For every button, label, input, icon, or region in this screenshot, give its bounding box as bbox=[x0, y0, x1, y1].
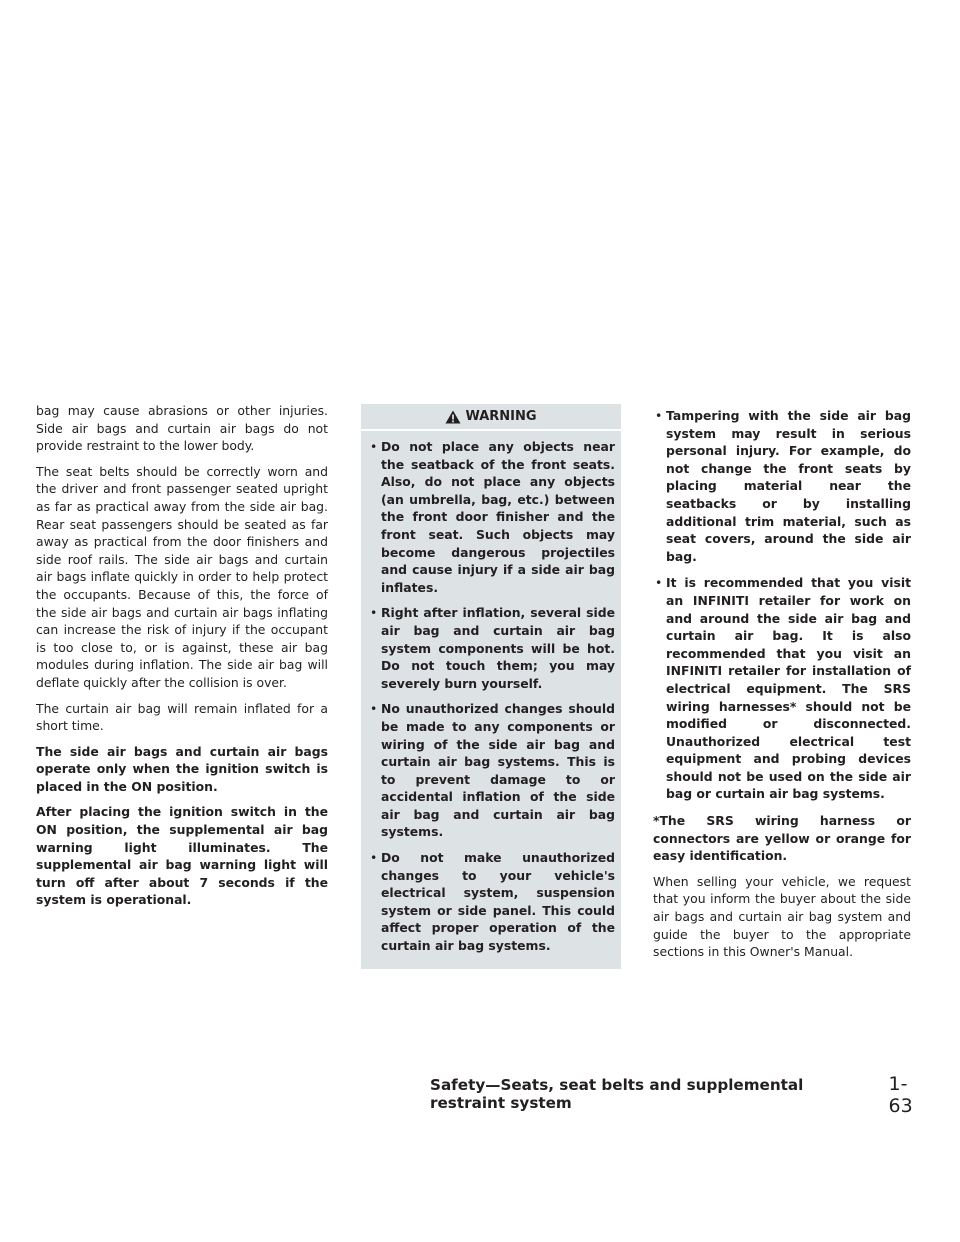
bold-paragraph: After placing the ignition switch in the ON position, the supplemental air bag warning light illuminates. The supplemental air bag warning light will turn off after about 7 seconds if the system is operational. bbox=[36, 804, 328, 908]
warning-triangle-icon bbox=[445, 410, 461, 424]
warning-header bbox=[361, 404, 621, 431]
warning-box bbox=[361, 404, 621, 969]
warning-list bbox=[361, 431, 621, 955]
warning-continued-list bbox=[653, 407, 911, 803]
middle-column bbox=[361, 404, 621, 969]
page-number: 1-63 bbox=[888, 1073, 913, 1117]
section-title: Safety—Seats, seat belts and supplemental restraint system bbox=[430, 1076, 804, 1112]
warning-item: • Tampering with the side air bag system may result in serious personal injury. For example, do not change the front seats by placing material near the seatbacks or by installing additional trim material, such as seat covers, around the side air bag. bbox=[653, 407, 911, 565]
right-column bbox=[653, 407, 911, 969]
warning-item: • Do not make unauthorized changes to your vehicle's electrical system, suspension system or side panel. This could affect proper operation of the curtain air bag systems. bbox=[368, 849, 615, 955]
warning-item: • No unauthorized changes should be made to any components or wiring of the side air bag and curtain air bag systems. This is to prevent damage to or accidental inflation of the side air bag and curtain air bag systems. bbox=[368, 700, 615, 841]
body-paragraph: The curtain air bag will remain inflated for a short time. bbox=[36, 700, 328, 734]
page-footer bbox=[430, 1073, 926, 1117]
warning-item: • Right after inflation, several side air bag and curtain air bag system components will be hot. Do not touch them; you may severely burn yourself. bbox=[368, 604, 615, 692]
srs-note: *The SRS wiring harness or connectors are yellow or orange for easy identification. bbox=[653, 813, 911, 864]
body-paragraph: bag may cause abrasions or other injuries. Side air bags and curtain air bags do not provide restraint to the lower body. bbox=[36, 403, 328, 454]
bold-paragraph: The side air bags and curtain air bags operate only when the ignition switch is placed in the ON position. bbox=[36, 743, 328, 794]
warning-item: • Do not place any objects near the seatback of the front seats. Also, do not place any objects (an umbrella, bag, etc.) between the front door finisher and the front seat. Such objects may become dangerous projectiles and cause injury if a side air bag inflates. bbox=[368, 438, 615, 596]
warning-title: WARNING bbox=[465, 408, 537, 424]
warning-item: • It is recommended that you visit an INFINITI retailer for work on and around the side air bag and curtain air bag. It is also recommended that you visit an INFINITI retailer for installation of electrical equipment. The SRS wiring harnesses* should not be modified or disconnected. Unauthorized electrical test equipment and probing devices should not be used on the side air bag or curtain air bag systems. bbox=[653, 574, 911, 803]
body-paragraph: The seat belts should be correctly worn and the driver and front passenger seated upright as far as practical away from the side air bag. Rear seat passengers should be seated as far away as practical from the door finishers and side roof rails. The side air bags and curtain air bags inflate quickly in order to help protect the occupants. Because of this, the force of the side air bags and curtain air bags inflating can increase the risk of injury if the occupant is too close to, or is against, these air bag modules during inflation. The side air bag will deflate quickly after the collision is over. bbox=[36, 463, 328, 690]
body-paragraph: When selling your vehicle, we request that you inform the buyer about the side air bags and curtain air bag system and guide the buyer to the appropriate sections in this Owner's Manual. bbox=[653, 873, 911, 960]
left-column bbox=[36, 402, 328, 917]
